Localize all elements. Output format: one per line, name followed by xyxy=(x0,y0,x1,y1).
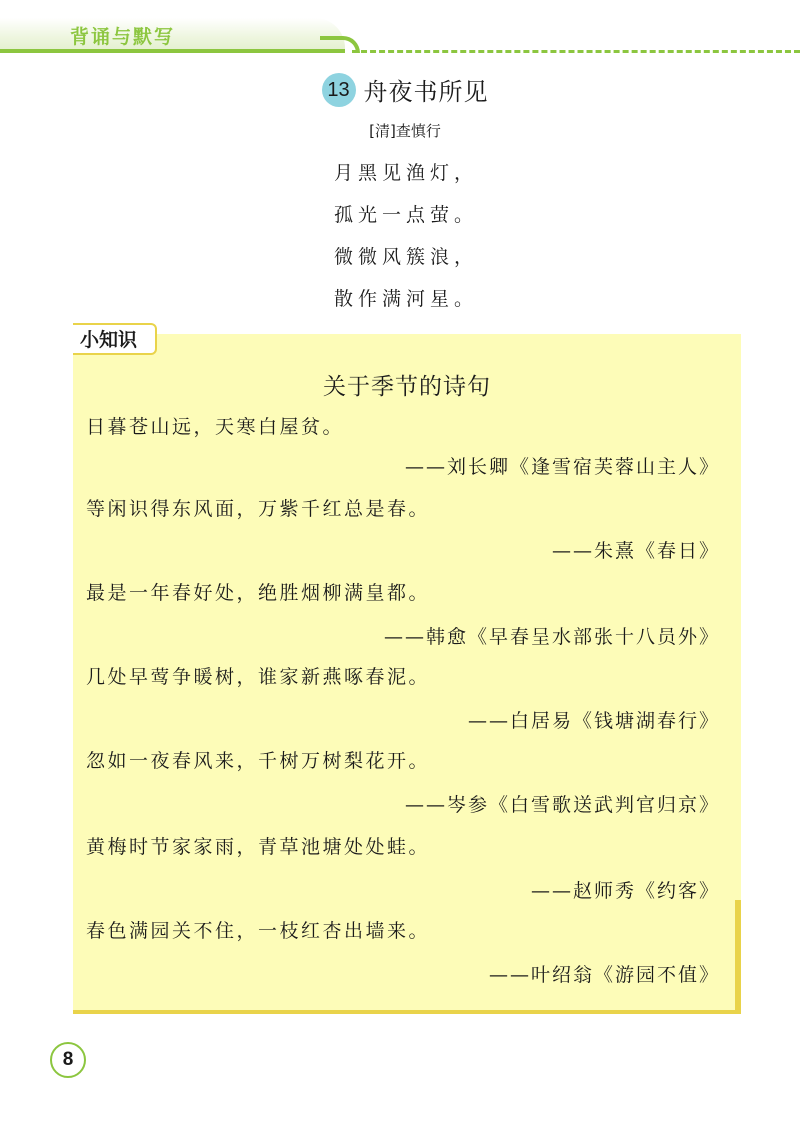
knowledge-box-bottom-edge xyxy=(73,1010,741,1014)
verse-source: ——赵师秀《约客》 xyxy=(530,880,720,902)
verse-line: 等闲识得东风面，万紫千红总是春。 xyxy=(86,498,431,520)
poem-line: 微微风簇浪， xyxy=(333,246,478,268)
verse-line: 黄梅时节家家雨，青草池塘处处蛙。 xyxy=(86,836,431,858)
knowledge-badge-label: 小知识 xyxy=(80,329,138,351)
poem-line: 孤光一点萤。 xyxy=(333,204,478,226)
verse-line: 几处早莺争暖树，谁家新燕啄春泥。 xyxy=(86,666,431,688)
poem-heading xyxy=(0,72,800,107)
verse-line: 最是一年春好处，绝胜烟柳满皇都。 xyxy=(86,582,431,604)
verse-line: 忽如一夜春风来，千树万树梨花开。 xyxy=(86,750,431,772)
verse-line: 日暮苍山远，天寒白屋贫。 xyxy=(86,416,345,438)
page-number: 8 xyxy=(50,1042,86,1078)
verse-source: ——韩愈《早春呈水部张十八员外》 xyxy=(383,626,720,648)
verse-source: ——岑参《白雪歌送武判官归京》 xyxy=(404,794,720,816)
knowledge-box-edge xyxy=(735,900,741,1014)
header-rule xyxy=(0,49,345,53)
section-title: 背诵与默写 xyxy=(70,26,176,48)
header-dashed-rule xyxy=(352,50,800,53)
poem-title: 舟夜书所见 xyxy=(363,78,489,106)
verse-source: ——叶绍翁《游园不值》 xyxy=(488,964,720,986)
verse-source: ——刘长卿《逢雪宿芙蓉山主人》 xyxy=(404,456,720,478)
poem-line: 月黑见渔灯， xyxy=(333,162,478,184)
verse-source: ——朱熹《春日》 xyxy=(551,540,720,562)
poem-line: 散作满河星。 xyxy=(333,288,478,310)
knowledge-title: 关于季节的诗句 xyxy=(323,374,491,400)
verse-line: 春色满园关不住，一枝红杏出墙来。 xyxy=(86,920,431,942)
poem-number-badge: 13 xyxy=(322,73,356,107)
verse-source: ——白居易《钱塘湖春行》 xyxy=(467,710,720,732)
poem-author: [清]查慎行 xyxy=(369,122,441,140)
